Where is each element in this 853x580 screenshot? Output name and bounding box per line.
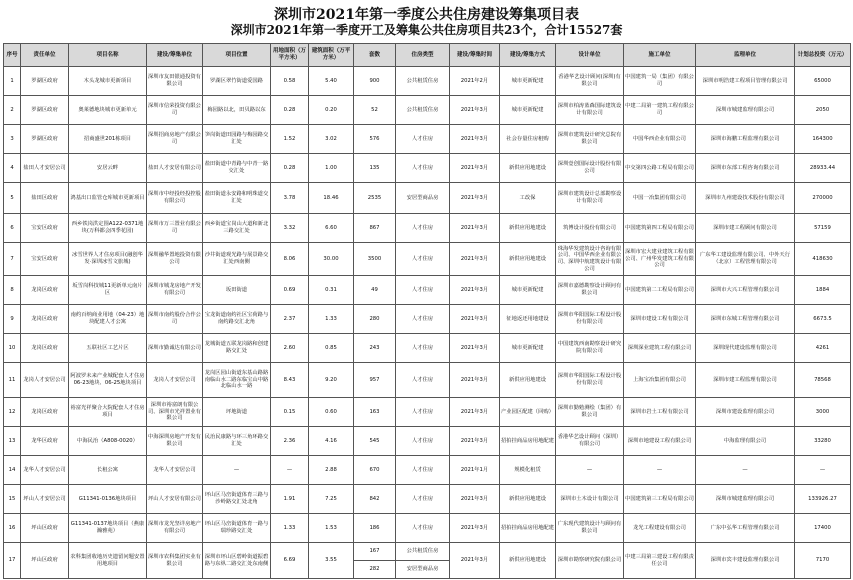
builder: 深圳市城龙房地产开发有限公司 [147, 276, 203, 305]
investment: 164300 [795, 125, 851, 154]
build-method: 新供应用地建设 [500, 243, 556, 276]
supervision-unit: 深圳现代建设监理有限公司 [696, 334, 795, 363]
unit-count: 52 [354, 96, 396, 125]
build-method: 城市更新配建 [500, 67, 556, 96]
build-time: 2021年3月 [450, 183, 500, 214]
builder: 深圳招商房地产有限公司 [147, 125, 203, 154]
row-number: 9 [4, 305, 21, 334]
land-area: 3.32 [271, 214, 309, 243]
project-name: 长租公寓 [69, 456, 147, 485]
responsible-unit: 坪山人才安居公司 [21, 485, 69, 514]
floor-area: 1.00 [309, 154, 354, 183]
design-unit: 深圳市土木设计有限公司 [556, 485, 624, 514]
build-method: 新供应用地建设 [500, 154, 556, 183]
location: 西乡街道宝岗山大道和新北三路交汇处 [203, 214, 271, 243]
housing-type: 人才住房 [396, 125, 450, 154]
table-row [4, 543, 851, 561]
investment: 2050 [795, 96, 851, 125]
column-header: 项目位置 [203, 44, 271, 67]
floor-area: 0.60 [309, 398, 354, 427]
build-time: 2021年3月 [450, 485, 500, 514]
unit-count: 49 [354, 276, 396, 305]
investment: 3000 [795, 398, 851, 427]
land-area: 1.33 [271, 514, 309, 543]
housing-type: 人才住房 [396, 398, 450, 427]
location: 盐田街道永安路和明珠道交汇处 [203, 183, 271, 214]
builder: 中海深圳房地产开发有限公司 [147, 427, 203, 456]
build-method: 招拍挂商品房用地配建 [500, 427, 556, 456]
builder: 深圳市农科集团实业有限公司 [147, 543, 203, 579]
project-name: 裕富光祥聚合大院配套人才住房项目 [69, 398, 147, 427]
unit-count: 545 [354, 427, 396, 456]
supervision-unit: 深圳市宾丰建设监理有限公司 [696, 543, 795, 579]
floor-area: 30.00 [309, 243, 354, 276]
investment: 4261 [795, 334, 851, 363]
row-number: 12 [4, 398, 21, 427]
build-time: 2021年3月 [450, 363, 500, 398]
table-row [4, 243, 851, 276]
column-header: 用地面积（万平方米） [271, 44, 309, 67]
row-number: 2 [4, 96, 21, 125]
land-area: 3.78 [271, 183, 309, 214]
project-name: 坂雪岗科技城11更新单元南片区 [69, 276, 147, 305]
floor-area: 9.20 [309, 363, 354, 398]
row-number: 11 [4, 363, 21, 398]
build-method: 征地返还用地建设 [500, 305, 556, 334]
responsible-unit: 龙岗区政府 [21, 398, 69, 427]
construction-unit: 深圳深业建筑工程有限公司 [624, 334, 696, 363]
row-number: 3 [4, 125, 21, 154]
design-unit: 香港华艺设计顾问(深圳)有限公司 [556, 67, 624, 96]
table-row [4, 398, 851, 427]
construction-unit: 上海宝冶集团有限公司 [624, 363, 696, 398]
investment: 1884 [795, 276, 851, 305]
land-area: 0.15 [271, 398, 309, 427]
construction-unit: 深圳市岩土工程有限公司 [624, 398, 696, 427]
build-method: 新供应用地建设 [500, 543, 556, 579]
design-unit: 深圳市柏涛蓝森国际建筑设计有限公司 [556, 96, 624, 125]
header-row [4, 44, 851, 67]
builder: 龙岗人才安居公司 [147, 363, 203, 398]
builder: 深圳融华置地投资有限公司 [147, 243, 203, 276]
builder: 深圳市中经投经投控股有限公司 [147, 183, 203, 214]
build-time: 2021年3月 [450, 276, 500, 305]
table-row [4, 456, 851, 485]
responsible-unit: 龙岗区政府 [21, 334, 69, 363]
construction-unit: 中建二局第一建筑工程有限公司 [624, 96, 696, 125]
table-row [4, 334, 851, 363]
location: 宝龙街道南约社区宝荷路与南约路交汇北角 [203, 305, 271, 334]
project-name: 五联社区工艺片区 [69, 334, 147, 363]
column-header: 建设/筹集方式 [500, 44, 556, 67]
investment: — [795, 456, 851, 485]
construction-unit: 中建三局第三建设工程有限责任公司 [624, 543, 696, 579]
construction-unit: 深圳市建设工程有限公司 [624, 305, 696, 334]
housing-type: 人才住房 [396, 334, 450, 363]
supervision-unit: 深圳市大兴工程管理有限公司 [696, 276, 795, 305]
design-unit: 深圳市建筑设计总部勘察设计有限公司 [556, 183, 624, 214]
unit-count: 163 [354, 398, 396, 427]
table-row [4, 514, 851, 543]
housing-type: 人才住房 [396, 427, 450, 456]
supervision-unit: 广东中弘华工程管理有限公司 [696, 514, 795, 543]
construction-unit: 深圳市地建设工程有限公司 [624, 427, 696, 456]
project-name: 农科集团收地历史遗留问题安置用地项目 [69, 543, 147, 579]
investment: 7170 [795, 543, 851, 579]
column-header: 责任单位 [21, 44, 69, 67]
floor-area: 4.16 [309, 427, 354, 456]
supervision-unit: 深圳市东部工程咨询有限公司 [696, 154, 795, 183]
row-number: 1 [4, 67, 21, 96]
project-name: 南约百纳商业用地（04-23）地块配建人才公寓 [69, 305, 147, 334]
location: 龙岗区园山街道东基山路路南临山水二路东临宝山中路北临山水一路 [203, 363, 271, 398]
unit-count: 282 [354, 561, 396, 579]
location: 坪山区马峦街道体育三路与沙岭路交汇处北角 [203, 485, 271, 514]
location: — [203, 456, 271, 485]
responsible-unit: 坪山区政府 [21, 543, 69, 579]
land-area: 2.37 [271, 305, 309, 334]
supervision-unit: 深圳市城建监理有限公司 [696, 96, 795, 125]
housing-type: 人才住房 [396, 243, 450, 276]
build-time: 2021年3月 [450, 514, 500, 543]
supervision-unit: 深圳市东城工程管理有限公司 [696, 305, 795, 334]
land-area: 0.28 [271, 96, 309, 125]
responsible-unit: 龙岗区政府 [21, 276, 69, 305]
column-header: 监理单位 [696, 44, 795, 67]
build-method: 新供应用地建设 [500, 485, 556, 514]
build-time: 2021年2月 [450, 67, 500, 96]
build-method: 规模化租赁 [500, 456, 556, 485]
project-name: G11341-0137地块项目（燕康瀚雅苑） [69, 514, 147, 543]
build-time: 2021年3月 [450, 214, 500, 243]
floor-area: 5.40 [309, 67, 354, 96]
floor-area: 2.88 [309, 456, 354, 485]
location: 坪山区马峦街道体育一路与瑞珍路交汇处 [203, 514, 271, 543]
table-row [4, 276, 851, 305]
column-header: 建筑面积（万平方米） [309, 44, 354, 67]
design-unit: 深圳市建筑设计研究总院有限公司 [556, 125, 624, 154]
column-header: 套数 [354, 44, 396, 67]
investment: 57159 [795, 214, 851, 243]
housing-type: 安居型商品房 [396, 561, 450, 579]
responsible-unit: 罗湖区政府 [21, 125, 69, 154]
location: 罗湖区翠竹街道爱国路 [203, 67, 271, 96]
row-number: 8 [4, 276, 21, 305]
location: 沙井街道观光路与展景路交汇处西南侧 [203, 243, 271, 276]
land-area: 2.36 [271, 427, 309, 456]
floor-area: 1.53 [309, 514, 354, 543]
investment: 33280 [795, 427, 851, 456]
build-time: 2021年3月 [450, 305, 500, 334]
column-header: 施工单位 [624, 44, 696, 67]
build-method: 新供应用地建设 [500, 363, 556, 398]
table-row [4, 427, 851, 456]
project-name: 阿波罗未来产业城配套人才住房06-23地块、06-25地块项目 [69, 363, 147, 398]
build-method: 产业园区配建（回购） [500, 398, 556, 427]
row-number: 16 [4, 514, 21, 543]
build-method: 社会存量住房租购 [500, 125, 556, 154]
unit-count: 135 [354, 154, 396, 183]
investment: 65000 [795, 67, 851, 96]
build-time: 2021年3月 [450, 154, 500, 183]
build-method: 城市更新配建 [500, 276, 556, 305]
land-area: — [271, 456, 309, 485]
builder: 深圳市勤诚达有限公司 [147, 334, 203, 363]
construction-unit: 龙光工程建设有限公司 [624, 514, 696, 543]
investment: 270000 [795, 183, 851, 214]
project-name: 中海民治（A808-0020） [69, 427, 147, 456]
housing-type: 人才住房 [396, 154, 450, 183]
column-header: 序号 [4, 44, 21, 67]
project-table [3, 43, 851, 579]
housing-type: 人才住房 [396, 276, 450, 305]
responsible-unit: 盐田人才安居公司 [21, 154, 69, 183]
column-header: 建设/筹集时间 [450, 44, 500, 67]
land-area: 1.52 [271, 125, 309, 154]
floor-area: 6.60 [309, 214, 354, 243]
design-unit: 深圳市华阳国际工程设计股份有限公司 [556, 363, 624, 398]
build-time: 2021年3月 [450, 96, 500, 125]
housing-type: 人才住房 [396, 514, 450, 543]
project-name: 招商盛世201栋项目 [69, 125, 147, 154]
responsible-unit: 罗湖区政府 [21, 67, 69, 96]
unit-count: 280 [354, 305, 396, 334]
location: 坂田街道 [203, 276, 271, 305]
unit-count: 243 [354, 334, 396, 363]
floor-area: 1.33 [309, 305, 354, 334]
unit-count: 900 [354, 67, 396, 96]
design-unit: 香港华艺设计顾问（深圳）有限公司 [556, 427, 624, 456]
build-method: 工改保 [500, 183, 556, 214]
unit-count: 167 [354, 543, 396, 561]
supervision-unit: 深圳市海鹏工程监理有限公司 [696, 125, 795, 154]
land-area: 0.58 [271, 67, 309, 96]
build-time: 2021年3月 [450, 543, 500, 579]
unit-count: 576 [354, 125, 396, 154]
build-method: 城市更新配建 [500, 334, 556, 363]
table-row [4, 154, 851, 183]
page-title: 深圳市2021年第一季度公共住房建设筹集项目表 [274, 7, 579, 23]
responsible-unit: 龙岗人才安居公司 [21, 363, 69, 398]
build-time: 2021年3月 [450, 398, 500, 427]
design-unit: 深圳市嘉德勘察设计顾问有限公司 [556, 276, 624, 305]
unit-count: 842 [354, 485, 396, 514]
housing-type: 人才住房 [396, 363, 450, 398]
responsible-unit: 龙华人才安居公司 [21, 456, 69, 485]
design-unit: 筑博设计股份有限公司 [556, 214, 624, 243]
housing-type: 人才住房 [396, 214, 450, 243]
land-area: 0.28 [271, 154, 309, 183]
builder: 深圳市万三置业有限公司 [147, 214, 203, 243]
location: 笋岗街道田园路与梅园路交汇处 [203, 125, 271, 154]
row-number: 10 [4, 334, 21, 363]
supervision-unit: 深圳市建工程顾问有限公司 [696, 214, 795, 243]
column-header: 住房类型 [396, 44, 450, 67]
supervision-unit: 深圳市明浩建工程项目管理有限公司 [696, 67, 795, 96]
location: 龙城街道五联龙岗路和创建路交汇处 [203, 334, 271, 363]
row-number: 7 [4, 243, 21, 276]
column-header: 项目名称 [69, 44, 147, 67]
investment: 133926.27 [795, 485, 851, 514]
land-area: 8.43 [271, 363, 309, 398]
responsible-unit: 坪山区政府 [21, 514, 69, 543]
table-row [4, 305, 851, 334]
construction-unit: 中交第四公路工程局有限公司 [624, 154, 696, 183]
design-unit: 广东现代建筑设计与顾问有限公司 [556, 514, 624, 543]
builder: 深圳市南约股份合作公司 [147, 305, 203, 334]
design-unit: 中国建筑西南勘察设计研究院有限公司 [556, 334, 624, 363]
construction-unit: 中国一冶集团有限公司 [624, 183, 696, 214]
construction-unit: 中国华西企业有限公司 [624, 125, 696, 154]
housing-type: 人才住房 [396, 456, 450, 485]
column-header: 设计单位 [556, 44, 624, 67]
builder: 深圳市裕富朗有限公司、深圳市光祥置业有限公司 [147, 398, 203, 427]
builder: 深圳市信荣投资有限公司 [147, 96, 203, 125]
build-time: 2021年3月 [450, 243, 500, 276]
location: 盐田街道中青路与中青一路交汇处 [203, 154, 271, 183]
supervision-unit: 中海监理有限公司 [696, 427, 795, 456]
housing-type: 公共租赁住房 [396, 96, 450, 125]
unit-count: 670 [354, 456, 396, 485]
investment: 6673.5 [795, 305, 851, 334]
floor-area: 0.20 [309, 96, 354, 125]
column-header: 计划总投资（万元） [795, 44, 851, 67]
build-time: 2021年1月 [450, 456, 500, 485]
design-unit: 珠海华发建筑设计咨询有限公司、中国华西企业有限公司、深圳中航建筑设计有限公司 [556, 243, 624, 276]
row-number: 6 [4, 214, 21, 243]
supervision-unit: — [696, 456, 795, 485]
build-method: 新供应用地建设 [500, 214, 556, 243]
project-name: 木头龙城市更新项目 [69, 67, 147, 96]
builder: 龙华人才安居公司 [147, 456, 203, 485]
housing-type: 公共租赁住房 [396, 543, 450, 561]
land-area: 6.69 [271, 543, 309, 579]
location: 民治民康路与环三角环路交汇处 [203, 427, 271, 456]
row-number: 15 [4, 485, 21, 514]
project-name: 西乡铁岗洪定围A122-0371地块(万科都会四季花园) [69, 214, 147, 243]
location: 坪地街道 [203, 398, 271, 427]
unit-count: 2535 [354, 183, 396, 214]
land-area: 1.91 [271, 485, 309, 514]
floor-area: 3.55 [309, 543, 354, 579]
table-row [4, 125, 851, 154]
floor-area: 0.85 [309, 334, 354, 363]
builder: 坪山人才安居有限公司 [147, 485, 203, 514]
unit-count: 186 [354, 514, 396, 543]
builder: 盐田人才安居有限公司 [147, 154, 203, 183]
unit-count: 867 [354, 214, 396, 243]
housing-type: 人才住房 [396, 485, 450, 514]
construction-unit: — [624, 456, 696, 485]
table-row [4, 183, 851, 214]
supervision-unit: 深圳市建设监理有限公司 [696, 398, 795, 427]
construction-unit: 中国建筑第二工程局有限公司 [624, 276, 696, 305]
unit-count: 957 [354, 363, 396, 398]
housing-type: 安居型商品房 [396, 183, 450, 214]
builder: 深圳市龙光坚详房地产有限公司 [147, 514, 203, 543]
project-name: 鸿基出口监管仓库城市更新项目 [69, 183, 147, 214]
builder: 深圳市友田银通投资有限公司 [147, 67, 203, 96]
row-number: 13 [4, 427, 21, 456]
table-row [4, 214, 851, 243]
investment: 418630 [795, 243, 851, 276]
row-number: 17 [4, 543, 21, 579]
construction-unit: 中国建筑一局（集团）有限公司 [624, 67, 696, 96]
land-area: 2.60 [271, 334, 309, 363]
column-header: 建设/筹集单位 [147, 44, 203, 67]
table-row [4, 96, 851, 125]
supervision-unit: 深圳市九州建设技术股份有限公司 [696, 183, 795, 214]
design-unit: 深圳壹创国际设计股份有限公司 [556, 154, 624, 183]
responsible-unit: 宝安区政府 [21, 243, 69, 276]
build-time: 2021年3月 [450, 427, 500, 456]
location: 深圳市坪山区碧岭街道振碧路与东纵二路交汇处东南侧 [203, 543, 271, 579]
table-row [4, 485, 851, 514]
responsible-unit: 龙华区政府 [21, 427, 69, 456]
supervision-unit: 深圳市建工程监理有限公司 [696, 363, 795, 398]
build-method: 城市更新配建 [500, 96, 556, 125]
floor-area: 3.02 [309, 125, 354, 154]
floor-area: 0.31 [309, 276, 354, 305]
construction-unit: 中国建筑第三工程局有限公司 [624, 485, 696, 514]
row-number: 4 [4, 154, 21, 183]
project-name: 奥莱德地块城市更新单元 [69, 96, 147, 125]
design-unit: 深圳市华阳国际工程设计股份有限公司 [556, 305, 624, 334]
land-area: 0.69 [271, 276, 309, 305]
land-area: 8.06 [271, 243, 309, 276]
build-method: 招拍挂商品房用地配建 [500, 514, 556, 543]
page-subtitle: 深圳市2021年第一季度开工及筹集公共住房项目共23个，合计15527套 [230, 23, 623, 37]
housing-type: 公共租赁住房 [396, 67, 450, 96]
floor-area: 7.25 [309, 485, 354, 514]
project-name: 冰雪世界人才住房项目(融创华发·深圳冰雪文旅城) [69, 243, 147, 276]
design-unit: — [556, 456, 624, 485]
housing-type: 人才住房 [396, 305, 450, 334]
build-time: 2021年3月 [450, 334, 500, 363]
build-time: 2021年3月 [450, 125, 500, 154]
responsible-unit: 龙岗区政府 [21, 305, 69, 334]
project-name: G11341-0136地块项目 [69, 485, 147, 514]
table-row [4, 67, 851, 96]
location: 梅园路以北，田贝路以东 [203, 96, 271, 125]
floor-area: 18.46 [309, 183, 354, 214]
design-unit: 深圳市勤勉测绘（集团）有限公司 [556, 398, 624, 427]
construction-unit: 深圳市宏大建业建筑工程有限公司、广州华发建筑工程有限公司 [624, 243, 696, 276]
investment: 17400 [795, 514, 851, 543]
responsible-unit: 宝安区政府 [21, 214, 69, 243]
project-name: 安居云畔 [69, 154, 147, 183]
unit-count: 3500 [354, 243, 396, 276]
row-number: 14 [4, 456, 21, 485]
investment: 28933.44 [795, 154, 851, 183]
row-number: 5 [4, 183, 21, 214]
supervision-unit: 广东华工建设监理有限公司、中外天行（北京）工程管理有限公司 [696, 243, 795, 276]
responsible-unit: 罗湖区政府 [21, 96, 69, 125]
responsible-unit: 盐田区政府 [21, 183, 69, 214]
investment: 78568 [795, 363, 851, 398]
supervision-unit: 深圳市城建监理有限公司 [696, 485, 795, 514]
table-row [4, 363, 851, 398]
design-unit: 深圳市勘察研究院有限公司 [556, 543, 624, 579]
construction-unit: 中国建筑第四工程局有限公司 [624, 214, 696, 243]
